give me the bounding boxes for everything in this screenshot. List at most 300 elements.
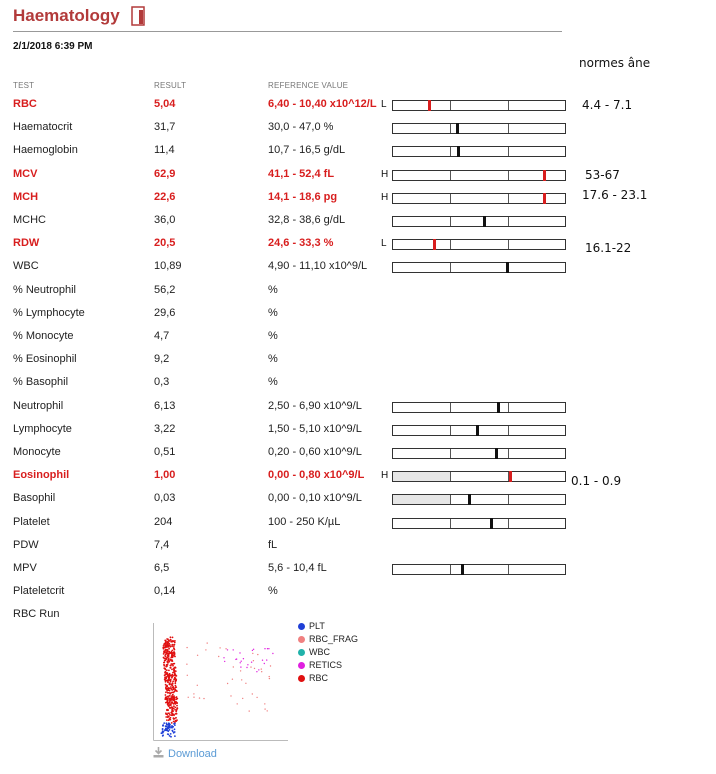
scatter-point — [163, 648, 165, 650]
result-value: 5,04 — [154, 98, 176, 110]
scatter-point — [170, 639, 172, 641]
range-bar-shade — [393, 472, 450, 481]
result-value: 0,51 — [154, 446, 176, 458]
scatter-point — [169, 673, 171, 675]
scatter-point — [246, 667, 247, 668]
scatter-point — [261, 668, 262, 669]
scatter-point — [167, 726, 169, 728]
reference-value: 24,6 - 33,3 % — [268, 237, 334, 250]
result-value: 0,03 — [154, 492, 176, 505]
reference-value: fL — [268, 538, 278, 551]
annotation-rbc: 4.4 - 7.1 — [582, 98, 633, 112]
scatter-point — [270, 665, 271, 666]
result-value: 0,3 — [154, 376, 170, 389]
scatter-point — [164, 655, 166, 657]
range-bar-divider — [508, 449, 509, 458]
scatter-point — [173, 723, 175, 725]
range-bar-marker — [509, 471, 512, 482]
result-value: 56,2 — [154, 283, 176, 296]
range-bar-divider — [508, 217, 509, 226]
scatter-point — [258, 669, 259, 670]
range-bar-divider — [508, 194, 509, 203]
scatter-point — [262, 660, 263, 661]
scatter-point — [171, 651, 173, 653]
scatter-point — [169, 719, 171, 721]
reference-value: % — [268, 585, 278, 598]
scatter-point — [207, 642, 208, 643]
scatter-point — [172, 644, 174, 646]
scatter-point — [269, 678, 270, 679]
table-row — [0, 353, 716, 373]
test-name: Haematocrit — [13, 121, 73, 134]
range-bar-divider — [450, 171, 451, 180]
scatter-point — [165, 696, 167, 698]
range-bar — [392, 100, 566, 111]
table-row — [0, 492, 716, 512]
scatter-point — [171, 706, 173, 708]
scatter-point — [170, 686, 172, 688]
scatter-point — [174, 707, 176, 709]
scatter-point — [165, 687, 167, 689]
scatter-point — [176, 705, 178, 707]
result-value: 1,00 — [154, 469, 176, 482]
scatter-point — [245, 683, 246, 684]
scatter-point — [252, 693, 253, 694]
range-bar-divider — [450, 194, 451, 203]
result-value: 10,89 — [154, 260, 182, 273]
range-bar-marker — [428, 100, 431, 111]
scatter-point — [172, 694, 174, 696]
test-name: % Neutrophil — [13, 283, 76, 296]
test-name: RBC Run — [13, 608, 60, 621]
test-name: MCH — [13, 190, 39, 203]
range-bar-marker — [461, 564, 464, 575]
scatter-point — [173, 648, 175, 650]
scatter-point — [172, 675, 174, 677]
scatter-point — [264, 703, 265, 704]
annotation-mcv: 53-67 — [585, 168, 620, 182]
column-header-reference: REFERENCE VALUE — [268, 81, 349, 90]
scatter-point — [169, 729, 171, 731]
annotation-eosinophil: 0.1 - 0.9 — [571, 474, 622, 488]
scatter-point — [174, 728, 176, 730]
test-name: % Basophil — [13, 376, 69, 389]
scatter-point — [170, 688, 172, 690]
test-name: Neutrophil — [13, 399, 64, 412]
range-bar — [392, 146, 566, 157]
range-bar-divider — [450, 217, 451, 226]
scatter-point — [173, 663, 175, 665]
range-bar — [392, 448, 566, 459]
scatter-point — [170, 695, 172, 697]
reference-value: 2,50 - 6,90 x10^9/L — [268, 399, 362, 412]
scatter-point — [173, 655, 175, 657]
reference-value: % — [268, 306, 278, 319]
range-bar-marker — [457, 146, 460, 157]
scatter-point — [173, 708, 175, 710]
scatter-point — [164, 643, 166, 645]
table-row — [0, 330, 716, 350]
scatter-point — [170, 646, 172, 648]
test-name: MCV — [13, 167, 38, 180]
result-value: 9,2 — [154, 353, 170, 366]
legend-dot-icon — [298, 649, 305, 656]
scatter-point — [223, 657, 224, 658]
scatter-point — [266, 659, 267, 660]
scatter-point — [199, 697, 200, 698]
download-icon — [153, 747, 164, 758]
title-divider — [13, 31, 562, 32]
range-bar-divider — [508, 147, 509, 156]
test-name: PDW — [13, 538, 39, 551]
scatter-point — [172, 637, 174, 639]
scatter-point — [170, 717, 172, 719]
range-bar-divider — [508, 519, 509, 528]
range-bar-divider — [508, 495, 509, 504]
reference-value: 14,1 - 18,6 pg — [268, 190, 338, 203]
scatter-point — [170, 679, 172, 681]
table-row — [0, 121, 716, 141]
reference-value: 6,40 - 10,40 x10^12/L — [268, 98, 377, 110]
scatter-point — [170, 684, 172, 686]
legend-dot-icon — [298, 623, 305, 630]
result-value: 4,7 — [154, 330, 170, 342]
scatter-legend — [298, 620, 358, 685]
scatter-point — [174, 731, 176, 733]
scatter-point — [171, 730, 173, 732]
scatter-point — [168, 670, 170, 672]
scatter-point — [233, 666, 234, 667]
scatter-point — [197, 685, 198, 686]
scatter-point — [172, 681, 174, 683]
range-bar-divider — [450, 263, 451, 272]
scatter-point — [171, 669, 173, 671]
legend-label: RETICS — [309, 660, 343, 670]
scatter-point — [176, 702, 178, 704]
range-flag: H — [381, 470, 389, 482]
scatter-point — [172, 699, 174, 701]
scatter-point — [169, 693, 171, 695]
scatter-point — [250, 666, 251, 667]
result-value: 36,0 — [154, 214, 176, 226]
scatter-point — [256, 671, 257, 672]
scatter-point — [167, 651, 169, 653]
scatter-point — [163, 664, 165, 666]
test-name: RDW — [13, 237, 40, 250]
result-value: 0,14 — [154, 585, 176, 598]
scatter-point — [168, 657, 170, 659]
range-bar-divider — [450, 124, 451, 133]
scatter-point — [264, 648, 265, 649]
scatter-point — [218, 656, 219, 657]
scatter-point — [174, 653, 176, 655]
range-bar-divider — [508, 565, 509, 574]
scatter-point — [174, 700, 176, 702]
result-value: 29,6 — [154, 306, 176, 319]
range-bar — [392, 518, 566, 529]
rbc-run-scatter-plot — [153, 623, 288, 741]
range-bar-divider — [508, 101, 509, 110]
table-row — [0, 214, 716, 234]
scatter-point — [170, 659, 172, 661]
scatter-point — [269, 676, 270, 677]
scatter-point — [162, 728, 164, 730]
scatter-point — [239, 652, 240, 653]
range-bar-divider — [450, 449, 451, 458]
scatter-point — [171, 714, 173, 716]
range-bar — [392, 262, 566, 273]
scatter-point — [168, 677, 170, 679]
table-row — [0, 423, 716, 443]
scatter-point — [237, 703, 238, 704]
scatter-point — [169, 704, 171, 706]
legend-dot-icon — [298, 675, 305, 682]
scatter-point — [167, 692, 169, 694]
range-flag: H — [381, 191, 389, 203]
scatter-point — [170, 663, 172, 665]
scatter-point — [162, 735, 164, 737]
scatter-point — [267, 648, 268, 649]
scatter-point — [172, 672, 174, 674]
scatter-point — [171, 677, 173, 679]
column-header-test: TEST — [13, 81, 35, 90]
result-value: 204 — [154, 515, 173, 528]
scatter-point — [175, 675, 177, 677]
scatter-point — [233, 649, 234, 650]
scatter-point — [169, 724, 171, 726]
scatter-point — [227, 683, 228, 684]
table-row — [0, 260, 716, 280]
scatter-point — [264, 708, 265, 709]
test-name: RBC — [13, 98, 37, 110]
legend-item — [298, 633, 358, 646]
range-bar-divider — [450, 426, 451, 435]
scatter-point — [170, 733, 172, 735]
result-value: 6,13 — [154, 399, 176, 412]
legend-dot-icon — [298, 662, 305, 669]
scatter-point — [205, 649, 206, 650]
scatter-point — [253, 649, 254, 650]
range-bar-marker — [495, 448, 498, 459]
table-row — [0, 376, 716, 396]
scatter-point — [174, 703, 176, 705]
legend-label: RBC_FRAG — [309, 634, 359, 644]
table-row — [0, 307, 716, 327]
result-value: 7,4 — [154, 538, 170, 551]
table-row — [0, 400, 716, 420]
scatter-point — [176, 707, 178, 709]
scatter-point — [165, 694, 167, 696]
scatter-point — [186, 664, 187, 665]
scatter-point — [165, 651, 167, 653]
scatter-point — [253, 660, 254, 661]
scatter-point — [252, 653, 253, 654]
scatter-point — [162, 725, 164, 727]
scatter-point — [166, 729, 168, 731]
scatter-point — [171, 713, 173, 715]
scatter-point — [173, 714, 175, 716]
scatter-point — [264, 663, 265, 664]
range-bar — [392, 402, 566, 413]
test-name: % Eosinophil — [13, 353, 77, 366]
legend-item — [298, 672, 358, 685]
scatter-point — [240, 670, 241, 671]
scatter-point — [165, 649, 167, 651]
scatter-point — [187, 675, 188, 676]
scatter-point — [164, 698, 166, 700]
scatter-point — [163, 667, 165, 669]
scatter-point — [164, 660, 166, 662]
scatter-point — [170, 700, 172, 702]
scatter-point — [167, 681, 169, 683]
scatter-point — [176, 697, 178, 699]
result-value: 3,22 — [154, 422, 176, 435]
range-flag: L — [381, 238, 387, 250]
scatter-point — [165, 653, 167, 655]
scatter-point — [241, 679, 242, 680]
reference-value: 32,8 - 38,6 g/dL — [268, 214, 346, 226]
scatter-point — [163, 662, 165, 664]
scatter-point — [166, 701, 168, 703]
legend-item — [298, 620, 358, 633]
scatter-point — [193, 697, 194, 698]
scatter-point — [172, 695, 174, 697]
table-row — [0, 539, 716, 559]
range-bar-divider — [450, 101, 451, 110]
scatter-point — [174, 687, 176, 689]
reference-value: 0,00 - 0,10 x10^9/L — [268, 492, 362, 505]
scatter-point — [247, 664, 248, 665]
result-value: 6,5 — [154, 562, 170, 574]
test-name: Monocyte — [13, 446, 61, 458]
scatter-point — [169, 725, 171, 727]
scatter-point — [241, 661, 242, 662]
scatter-point — [193, 693, 194, 694]
scatter-point — [257, 654, 258, 655]
scatter-point — [169, 714, 171, 716]
scatter-point — [227, 649, 228, 650]
scatter-point — [170, 665, 172, 667]
range-bar-marker — [497, 402, 500, 413]
scatter-point — [225, 648, 226, 649]
scatter-point — [236, 658, 237, 659]
test-name: MCHC — [13, 214, 46, 226]
range-bar-marker — [543, 193, 546, 204]
scatter-point — [188, 697, 189, 698]
test-name: MPV — [13, 562, 37, 574]
scatter-point — [224, 661, 225, 662]
scatter-point — [165, 716, 167, 718]
legend-label: PLT — [309, 621, 325, 631]
range-bar-marker — [468, 494, 471, 505]
table-row — [0, 516, 716, 536]
scatter-point — [166, 658, 168, 660]
scatter-point — [174, 683, 176, 685]
scatter-point — [167, 641, 169, 643]
scatter-point — [167, 674, 169, 676]
scatter-point — [267, 710, 268, 711]
result-value: 31,7 — [154, 121, 176, 134]
scatter-point — [165, 678, 167, 680]
range-bar-divider — [450, 147, 451, 156]
scatter-point — [161, 732, 163, 734]
range-bar — [392, 193, 566, 204]
range-bar-divider — [450, 403, 451, 412]
scatter-point — [249, 710, 250, 711]
scatter-point — [174, 690, 176, 692]
range-bar — [392, 494, 566, 505]
scatter-point — [171, 656, 173, 658]
scatter-point — [243, 658, 244, 659]
reference-value: % — [268, 376, 278, 389]
download-link[interactable] — [153, 747, 217, 760]
scatter-point — [254, 668, 255, 669]
scatter-point — [166, 665, 168, 667]
test-name: Eosinophil — [13, 469, 70, 482]
scatter-point — [175, 679, 177, 681]
range-bar — [392, 216, 566, 227]
range-bar — [392, 239, 566, 250]
scatter-point — [172, 683, 174, 685]
scatter-point — [173, 669, 175, 671]
legend-label: RBC — [309, 673, 329, 683]
scatter-point — [230, 695, 231, 696]
scatter-point — [173, 692, 175, 694]
scatter-point — [166, 690, 168, 692]
range-bar-marker — [483, 216, 486, 227]
reference-value: % — [268, 283, 278, 296]
scatter-point — [164, 645, 166, 647]
scatter-point — [169, 683, 171, 685]
range-bar-divider — [508, 124, 509, 133]
scatter-point — [173, 645, 175, 647]
scatter-point — [167, 688, 169, 690]
reference-value: 0,20 - 0,60 x10^9/L — [268, 446, 362, 458]
scatter-point — [165, 725, 167, 727]
scatter-point — [219, 647, 220, 648]
legend-dot-icon — [298, 636, 305, 643]
reference-value: 100 - 250 K/µL — [268, 515, 341, 528]
scatter-point — [163, 657, 165, 659]
scatter-point — [165, 673, 167, 675]
range-bar-divider — [450, 519, 451, 528]
reference-value: 5,6 - 10,4 fL — [268, 562, 327, 574]
range-bar-divider — [508, 240, 509, 249]
reference-value: 41,1 - 52,4 fL — [268, 167, 335, 180]
scatter-point — [163, 722, 165, 724]
test-name: Platelet — [13, 515, 50, 528]
scatter-point — [176, 713, 178, 715]
report-datetime: 2/1/2018 6:39 PM — [13, 41, 93, 52]
scatter-point — [174, 735, 176, 737]
test-name: % Lymphocyte — [13, 306, 85, 319]
scatter-point — [171, 722, 173, 724]
range-flag: H — [381, 168, 389, 180]
range-bar-divider — [450, 495, 451, 504]
legend-item — [298, 659, 358, 672]
scatter-point — [203, 698, 204, 699]
result-value: 22,6 — [154, 190, 176, 203]
range-bar-divider — [508, 403, 509, 412]
reference-value: 30,0 - 47,0 % — [268, 121, 334, 134]
scatter-point — [167, 662, 169, 664]
annotation-heading: normes âne — [579, 56, 651, 70]
scatter-point — [175, 711, 177, 713]
scatter-point — [268, 648, 269, 649]
scatter-point — [240, 666, 241, 667]
scatter-point — [171, 727, 173, 729]
scatter-point — [167, 709, 169, 711]
